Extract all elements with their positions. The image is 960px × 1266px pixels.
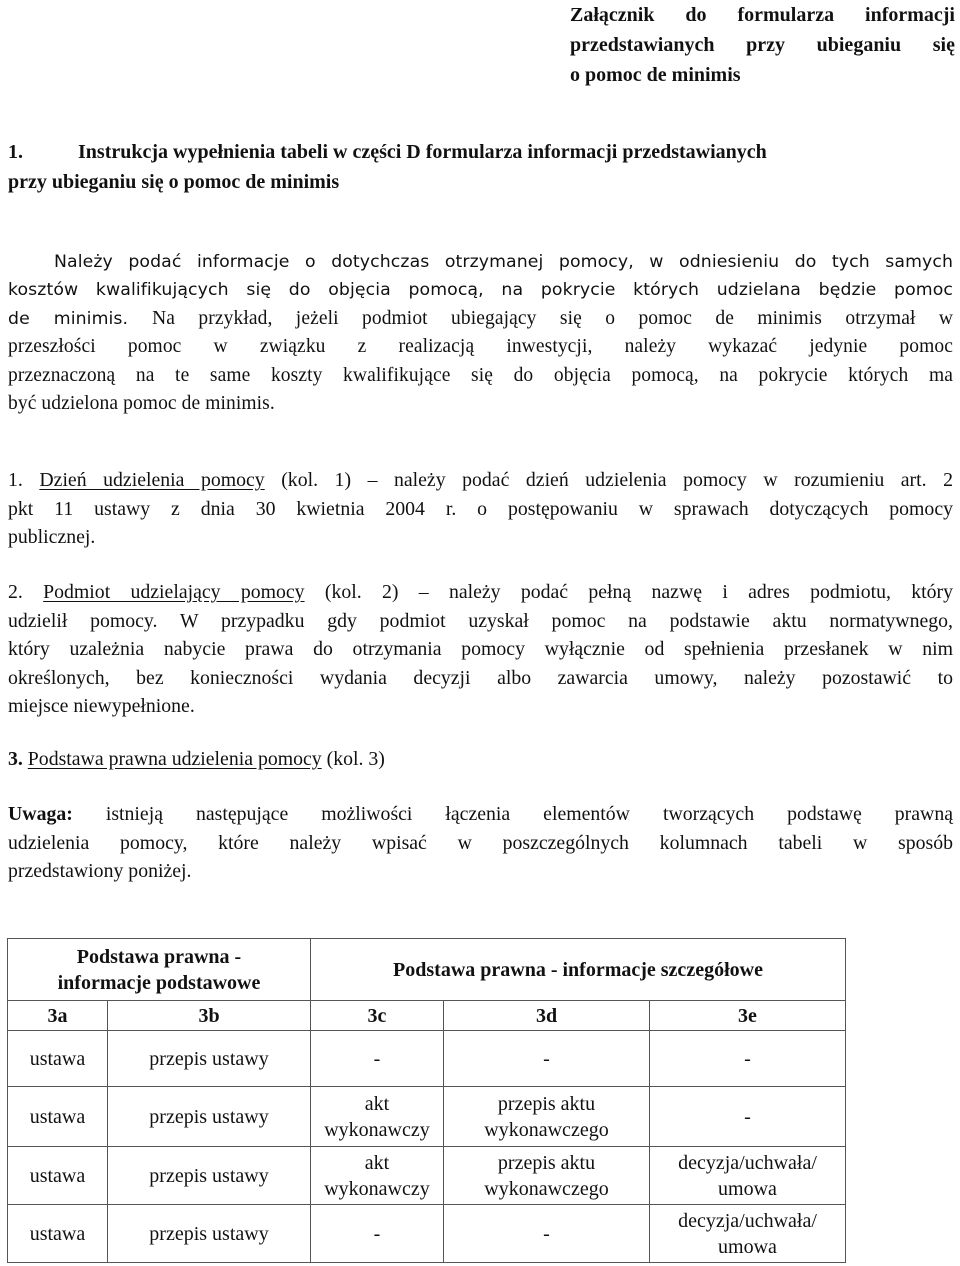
paragraph-line: być udzielona pomoc de minimis. [8, 393, 275, 415]
item-term: Podmiot udzielający pomocy [43, 581, 305, 603]
text-span: istnieją następujące możliwości łączenia elementów tworzących podstawę prawną [105, 803, 954, 825]
note-label: Uwaga: [8, 803, 73, 825]
table-cell: - [311, 1031, 444, 1087]
attachment-title-line: przedstawianych przy ubieganiu się [570, 34, 955, 56]
table-row [8, 1087, 846, 1147]
table-row [8, 1147, 846, 1205]
table-cell: przepis ustawy [108, 1087, 311, 1147]
table-cell: decyzja/uchwała/ umowa [650, 1205, 846, 1263]
intro-paragraph [8, 248, 953, 418]
header-basic [8, 939, 311, 1001]
text-span: Na przykład, jeżeli podmiot ubiegający się o pomoc de minimis otrzymał w [152, 307, 954, 329]
item-number: 3. [8, 748, 23, 770]
header-detail: Podstawa prawna - informacje szczegółowe [311, 939, 846, 1001]
paragraph-line: udzielenia pomocy, które należy wpisać w poszczególnych kolumnach tabeli w sposób [8, 831, 953, 854]
table-cell: ustawa [8, 1205, 108, 1263]
note-paragraph [8, 800, 953, 886]
header-basic-line: Podstawa prawna - [76, 945, 242, 968]
table-cell: akt wykonawczy [311, 1147, 444, 1205]
paragraph-line: przeznaczoną na te same koszty kwalifikujące się do objęcia pomocą, na pokrycie których ma [8, 364, 953, 386]
table-row [8, 1205, 846, 1263]
table-row [8, 1031, 846, 1087]
text-span: (kol. 3) [326, 748, 385, 770]
table-cell: przepis ustawy [108, 1205, 311, 1263]
paragraph-line: przedstawiony poniżej. [8, 860, 192, 883]
section-heading [8, 137, 953, 197]
section-title-line: Instrukcja wypełnienia tabeli w części D formularza informacji przedstawianych [78, 141, 767, 163]
text-span: (kol. 2) – należy podać pełną nazwę i adres podmiotu, który [324, 581, 953, 603]
section-number: 1. [8, 141, 23, 163]
text-span: de minimis. [8, 308, 129, 329]
column-code-row [8, 1001, 846, 1031]
paragraph-line: Należy podać informacje o dotychczas otrzymanej pomocy, w odniesieniu do tych samych [54, 252, 953, 272]
paragraph-line [8, 745, 953, 774]
paragraph-line [8, 800, 953, 829]
section-title-line: przy ubieganiu się o pomoc de minimis [8, 171, 340, 193]
paragraph-line [8, 466, 953, 495]
text-span: (kol. 1) – należy podać dzień udzielenia pomocy w rozumieniu art. 2 [281, 469, 953, 491]
table-cell: - [650, 1031, 846, 1087]
table-cell: decyzja/uchwała/ umowa [650, 1147, 846, 1205]
table-header-row [8, 939, 846, 1001]
table-cell: - [444, 1031, 650, 1087]
table-cell: ustawa [8, 1147, 108, 1205]
item-2-paragraph [8, 578, 953, 721]
paragraph-line [8, 578, 953, 607]
header-basic-line: informacje podstawowe [57, 971, 261, 994]
paragraph-line: przeszłości pomoc w związku z realizacją inwestycji, należy wykazać jedynie pomoc [8, 336, 953, 358]
table-cell: przepis aktu wykonawczego [444, 1087, 650, 1147]
paragraph-line: określonych, bez konieczności wydania decyzji albo zawarcia umowy, należy pozostawić to [8, 666, 953, 689]
column-code: 3a [8, 1001, 108, 1031]
item-number: 2. [8, 581, 23, 603]
paragraph-line: miejsce niewypełnione. [8, 695, 195, 718]
paragraph-line: kosztów kwalifikujących się do objęcia pomocą, na pokrycie których udzielana będzie pomoc [8, 280, 953, 301]
text-span: W przypadku gdy podmiot uzyskał pomoc na podstawie aktu normatywnego, [179, 609, 953, 632]
text-span: udzielił pomocy. [8, 609, 158, 632]
table-cell: - [311, 1205, 444, 1263]
table-cell: akt wykonawczy [311, 1087, 444, 1147]
table-cell: - [650, 1087, 846, 1147]
table-cell: przepis ustawy [108, 1031, 311, 1087]
column-code: 3b [108, 1001, 311, 1031]
paragraph-line: publicznej. [8, 526, 96, 549]
item-term: Dzień udzielenia pomocy [39, 469, 265, 491]
paragraph-line: pkt 11 ustawy z dnia 30 kwietnia 2004 r. o postępowaniu w sprawach dotyczących pomocy [8, 497, 953, 520]
column-code: 3d [444, 1001, 650, 1031]
item-1-paragraph [8, 466, 953, 552]
attachment-title-line: Załącznik do formularza informacji [570, 4, 955, 26]
column-code: 3e [650, 1001, 846, 1031]
column-code: 3c [311, 1001, 444, 1031]
table-cell: ustawa [8, 1031, 108, 1087]
item-3-paragraph [8, 745, 953, 774]
table-cell: przepis ustawy [108, 1147, 311, 1205]
paragraph-line [8, 305, 953, 333]
paragraph-line: który uzależnia nabycie prawa do otrzymania pomocy wyłącznie od spełnienia przesłanek w nim [8, 638, 953, 661]
attachment-title [570, 0, 955, 90]
legal-basis-table [7, 938, 846, 1263]
table-cell: przepis aktu wykonawczego [444, 1147, 650, 1205]
table-cell: - [444, 1205, 650, 1263]
attachment-title-line: o pomoc de minimis [570, 64, 741, 86]
item-number: 1. [8, 469, 23, 491]
table-cell: ustawa [8, 1087, 108, 1147]
item-term: Podstawa prawna udzielenia pomocy [27, 748, 322, 770]
paragraph-line [8, 607, 953, 636]
